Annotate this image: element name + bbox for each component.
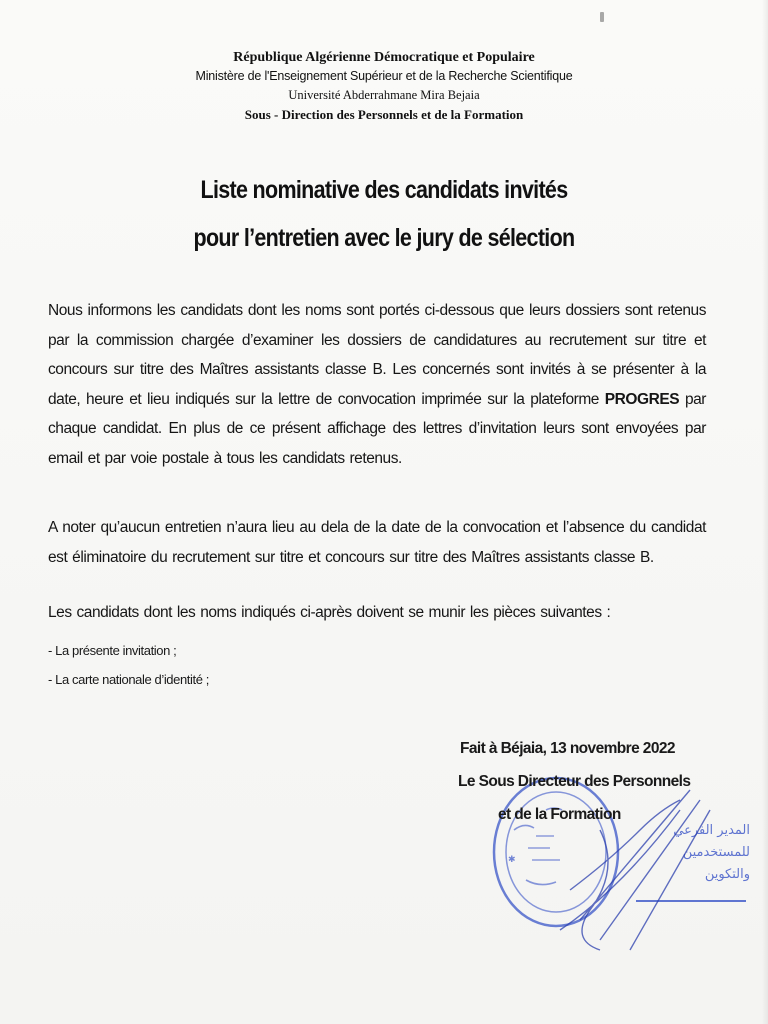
- paragraph-announcement-end: par chaque candidat. En plus de ce présent affichage des lettres d’invitation leurs sont envoyées par email et par voie postale à tous les candidats retenus.: [48, 390, 706, 467]
- paragraph-notice: A noter qu’aucun entretien n’aura lieu au dela de la date de la convocation et l’absence du candidat est éliminatoire du recrutement sur titre et concours sur titre des Maîtres assistants classe B.: [48, 519, 706, 566]
- place-and-date: Fait à Béjaia, 13 novembre 2022: [460, 740, 675, 757]
- letterhead-republic: République Algérienne Démocratique et Populaire: [233, 50, 535, 65]
- list-item: - La présente invitation ;: [48, 643, 177, 658]
- signatory-title-2: et de la Formation: [498, 806, 621, 823]
- document-title: [0, 166, 768, 262]
- title-line-2: pour l’entretien avec le jury de sélection: [193, 224, 575, 252]
- list-item: - La carte nationale d’identité ;: [48, 672, 209, 687]
- signatory-title-1: Le Sous Directeur des Personnels: [458, 773, 691, 790]
- arabic-stamp-line-1: المدير الفرعي للمستخدمين: [673, 823, 750, 860]
- svg-text:✱: ✱: [508, 855, 516, 865]
- platform-name: PROGRES: [604, 390, 680, 408]
- letterhead-department: Sous - Direction des Personnels et de la Formation: [244, 107, 524, 122]
- scan-speck: [600, 12, 604, 22]
- letterhead: [0, 48, 768, 124]
- handwritten-signature: [540, 770, 720, 960]
- title-line-1: Liste nominative des candidats invités: [200, 176, 568, 204]
- required-documents-list: [48, 636, 448, 694]
- paragraph-announcement-start: Nous informons les candidats dont les noms sont portés ci-dessous que leurs dossiers sont retenus par la commission chargée d’examiner les dossiers de candidatures au recrutement sur titre et concours sur titre des Maîtres assistants classe B. Les concernés sont invités à se présenter à la date, heure et lieu indiqués sur la lettre de convocation imprimée sur la plateforme: [48, 302, 706, 408]
- letterhead-university: Université Abderrahmane Mira Bejaia: [288, 88, 480, 102]
- page-edge-shadow: [762, 0, 768, 1024]
- paragraph-announcement: [48, 296, 706, 473]
- arabic-stamp-line-2: والتكوين: [704, 867, 750, 882]
- paragraph-requirements: Les candidats dont les noms indiqués ci-après doivent se munir les pièces suivantes :: [48, 604, 611, 621]
- letterhead-ministry: Ministère de l'Enseignement Supérieur et de la Recherche Scientifique: [195, 69, 573, 83]
